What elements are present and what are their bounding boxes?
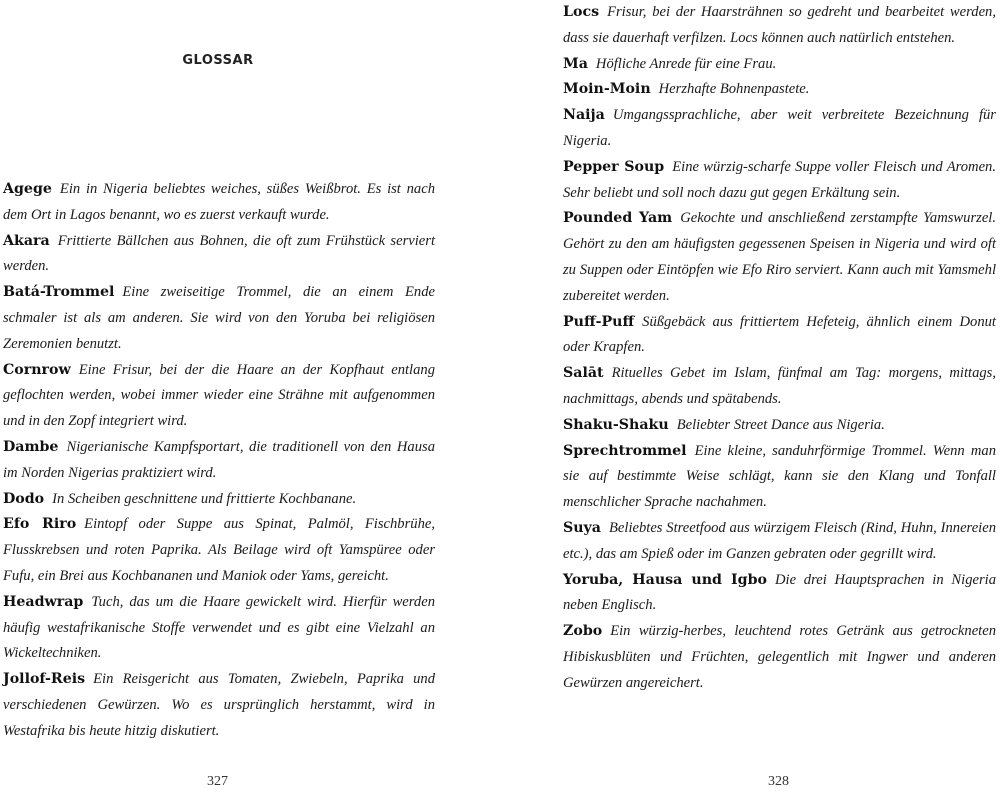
glossary-definition: Höfliche Anrede für eine Frau. (595, 55, 777, 72)
glossary-term: Shaku-Shaku (563, 416, 669, 433)
glossary-term: Akara (3, 232, 50, 249)
glossary-entry (563, 77, 996, 103)
glossary-term: Locs (563, 4, 600, 20)
glossary-entry (563, 516, 996, 568)
right-page (500, 0, 1000, 800)
glossary-term: Yoruba, Hausa und Igbo (563, 571, 767, 588)
page-number: 327 (207, 774, 228, 789)
glossary-term: Sprechtrommel (563, 442, 687, 459)
glossary-entry (563, 206, 996, 309)
glossary-term: Pepper Soup (563, 158, 665, 175)
glossary-term: Salāt (563, 365, 604, 382)
glossary-entry (563, 155, 996, 207)
glossary-entry (3, 487, 435, 513)
page-number: 328 (768, 774, 789, 789)
glossary-definition: In Scheiben geschnittene und frittierte Kochbanane. (52, 490, 357, 507)
glossary-entry (3, 512, 435, 589)
glossary-definition: Beliebter Street Dance aus Nigeria. (676, 416, 885, 433)
glossary-entry (563, 103, 996, 155)
left-glossary-column (3, 177, 435, 745)
glossary-term: Moin-Moin (563, 81, 651, 98)
glossary-definition: Eine kleine, sanduhrförmige Trommel. Wenn man sie auf bestimmte Weise schlägt, kann sie den Klang und Tonfall menschlicher Sprache nachahmen. (563, 442, 996, 511)
glossary-entry (563, 413, 996, 439)
glossary-term: Agege (3, 181, 52, 197)
glossary-definition: Gekochte und anschließend zerstampfte Yamswurzel. Gehört zu den am häufigsten gegessenen Speisen in Nigeria und wird oft zu Suppen oder Eintöpfen wie Efo Riro serviert. Kann auch mit Yamsmehl zubereitet werden. (563, 210, 996, 304)
glossary-entry (563, 568, 996, 620)
glossary-definition: Die drei Hauptsprachen in Nigeria neben Englisch. (563, 571, 997, 614)
glossary-term: Naija (563, 107, 605, 124)
right-glossary-column (563, 0, 996, 697)
glossary-term: Batá-Trommel (3, 284, 115, 301)
glossary-entry (563, 619, 996, 696)
glossary-entry (3, 280, 435, 357)
glossary-definition: Frisur, bei der Haarsträhnen so gedreht und bearbeitet werden, dass sie dauerhaft verfilzen. Locs können auch natürlich entstehen. (563, 4, 996, 46)
glossary-term: Dambe (3, 438, 59, 455)
glossary-definition: Eine würzig-scharfe Suppe voller Fleisch und Aromen. Sehr beliebt und soll noch dazu gut gegen Erkältung sein. (563, 158, 997, 201)
glossary-entry (3, 435, 435, 487)
glossary-definition: Eintopf oder Suppe aus Spinat, Palmöl, Fischbrühe, Flusskrebsen und roten Paprika. Als Beilage wird oft Yamspüree oder Fufu, ein Brei aus Kochbananen und Maniok oder Yams, gereicht. (3, 516, 435, 584)
glossary-term: Dodo (3, 490, 45, 507)
glossary-entry (3, 229, 435, 281)
glossary-heading: GLOSSAR (182, 53, 254, 68)
glossary-entry (563, 0, 996, 52)
glossary-definition: Eine zweiseitige Trommel, die an einem Ende schmaler ist als am anderen. Sie wird von den Yoruba bei religiösen Zeremonien benutzt. (3, 284, 435, 352)
glossary-entry (563, 361, 996, 413)
glossary-entry (3, 177, 435, 229)
glossary-term: Jollof-Reis (3, 671, 86, 688)
glossary-entry (563, 310, 996, 362)
glossary-definition: Ein würzig-herbes, leuchtend rotes Getränk aus getrockneten Hibiskusblüten und Früchten, gelegentlich mit Ingwer und anderen Gewürzen angereichert. (563, 623, 996, 691)
glossary-definition: Nigerianische Kampfsportart, die traditionell von den Hausa im Norden Nigerias praktiziert wird. (3, 438, 435, 481)
glossary-definition: Tuch, das um die Haare gewickelt wird. Hierfür werden häufig westafrikanische Stoffe verwendet und es gibt eine Vielzahl an Wickeltechniken. (3, 593, 435, 662)
glossary-definition: Frittierte Bällchen aus Bohnen, die oft zum Frühstück serviert werden. (3, 232, 435, 275)
glossary-term: Zobo (563, 623, 603, 640)
glossary-definition: Rituelles Gebet im Islam, fünfmal am Tag: morgens, mittags, nachmittags, abends und spätabends. (563, 365, 996, 407)
glossary-definition: Ein Reisgericht aus Tomaten, Zwiebeln, Paprika und verschiedenen Gewürzen. Wo es ursprünglich herstammt, wird in Westafrika bis heute hitzig diskutiert. (3, 671, 435, 739)
glossary-entry (3, 667, 435, 744)
glossary-definition: Beliebtes Streetfood aus würzigem Fleisch (Rind, Huhn, Innereien etc.), das am Spieß oder im Ganzen gebraten oder gegrillt wird. (563, 519, 996, 562)
glossary-definition: Herzhafte Bohnenpastete. (658, 81, 810, 98)
glossary-definition: Eine Frisur, bei der die Haare an der Kopfhaut entlang geflochten werden, wobei immer wieder eine Strähne mit aufgenommen und in den Zopf integriert wird. (3, 361, 435, 430)
glossary-term: Ma (563, 55, 588, 72)
glossary-definition: Umgangssprachliche, aber weit verbreitete Bezeichnung für Nigeria. (563, 107, 996, 149)
glossary-term: Cornrow (3, 361, 71, 378)
glossary-entry (563, 439, 996, 516)
glossary-entry (563, 52, 996, 78)
glossary-entry (3, 590, 435, 667)
glossary-definition: Ein in Nigeria beliebtes weiches, süßes Weißbrot. Es ist nach dem Ort in Lagos benannt, wo es zuerst verkauft wurde. (3, 181, 435, 223)
glossary-term: Puff-Puff (563, 313, 635, 330)
glossary-term: Efo Riro (3, 516, 77, 533)
glossary-term: Pounded Yam (563, 210, 673, 227)
glossary-term: Suya (563, 519, 601, 536)
glossary-entry (3, 358, 435, 435)
glossary-term: Headwrap (3, 593, 84, 610)
glossary-definition: Süßgebäck aus frittiertem Hefeteig, ähnlich einem Donut oder Krapfen. (563, 313, 996, 356)
